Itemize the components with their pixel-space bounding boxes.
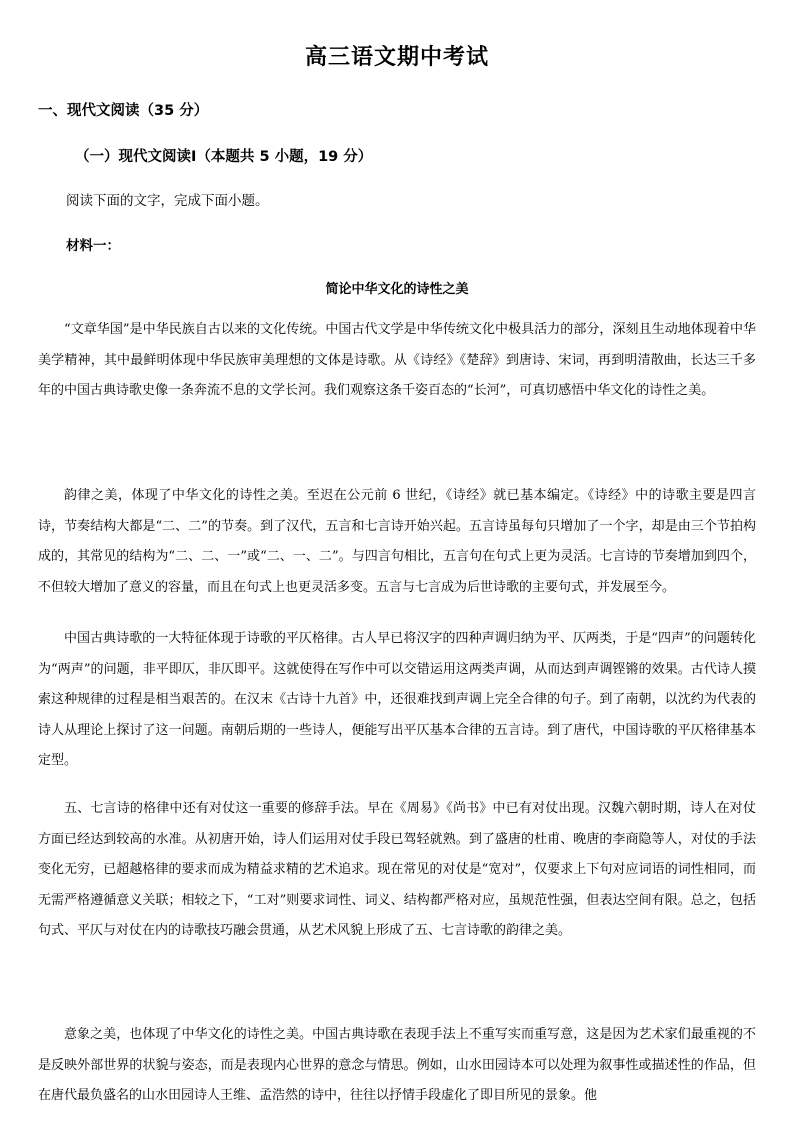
- exam-title: 高三语文期中考试: [304, 45, 489, 70]
- article-paragraph: “文章华国”是中华民族自古以来的文化传统。中国古代文学是中华传统文化中极具活力的部分，深刻且生动地体现着中华美学精神，其中最鲜明体现中华民族审美理想的文体是诗歌。从《诗经》《楚辞》到唐诗、宋词，再到明清散曲，长达三千多年的中国古典诗歌史像一条奔流不息的文学长河。我们观察这条千姿百态的“长河”，可真切感悟中华文化的诗性之美。: [38, 322, 756, 399]
- article-paragraph: 韵律之美，体现了中华文化的诗性之美。至迟在公元前 6 世纪，《诗经》就已基本编定。《诗经》中的诗歌主要是四言诗，节奏结构大都是“二、二”的节奏。到了汉代，五言和七言诗开始兴起。五言诗虽每句只增加了一个字，却是由三个节拍构成的，其常见的结构为“二、二、一”或“二、一、二”。与四言句相比，五言句在句式上更为灵活。七言诗的节奏增加到四个，不但较大增加了意义的容量，而且在句式上也更灵活多变。五言与七言成为后世诗歌的主要句式，并发展至今。: [38, 488, 756, 595]
- article-paragraph: 意象之美，也体现了中华文化的诗性之美。中国古典诗歌在表现手法上不重写实而重写意，这是因为艺术家们最重视的不是反映外部世界的状貌与姿态，而是表现内心世界的意念与情思。例如，山水田园诗本可以处理为叙事性或描述性的作品，但在唐代最负盛名的山水田园诗人王维、孟浩然的诗中，往往以抒情手段虚化了即目所见的景象。他: [38, 1027, 756, 1104]
- article-paragraph: 中国古典诗歌的一大特征体现于诗歌的平仄格律。古人早已将汉字的四种声调归纳为平、仄两类，于是“四声”的问题转化为“两声”的问题，非平即仄，非仄即平。这就使得在写作中可以交错运用这两类声调，从而达到声调铿锵的效果。古代诗人摸索这种规律的过程是相当艰苦的。在汉末《古诗十九首》中，还很难找到声调上完全合律的句子。到了南朝，以沈约为代表的诗人从理论上探讨了这一问题。南朝后期的一些诗人，便能写出平仄基本合律的五言诗。到了唐代，中国诗歌的平仄格律基本定型。: [38, 631, 756, 769]
- instruction-text: 阅读下面的文字，完成下面小题。: [66, 193, 269, 209]
- article-title: 简论中华文化的诗性之美: [325, 282, 469, 297]
- section-heading: 一、现代文阅读（35 分）: [38, 103, 209, 119]
- material-label: 材料一：: [66, 238, 120, 254]
- subsection-heading: （一）现代文阅读Ⅰ（本题共 5 小题，19 分）: [75, 149, 373, 165]
- article-paragraph: 五、七言诗的格律中还有对仗这一重要的修辞手法。早在《周易》《尚书》中已有对仗出现。汉魏六朝时期，诗人在对仗方面已经达到较高的水准。从初唐开始，诗人们运用对仗手段已驾轻就熟。到了盛唐的杜甫、晚唐的李商隐等人，对仗的手法变化无穷，已超越格律的要求而成为精益求精的艺术追求。现在常见的对仗是“宽对”，仅要求上下句对应词语的词性相同，而无需严格遵循意义关联；相较之下，“工对”则要求词性、词义、结构都严格对应，虽规范性强，但表达空间有限。总之，包括句式、平仄与对仗在内的诗歌技巧融会贯通，从艺术风貌上形成了五、七言诗歌的韵律之美。: [38, 801, 756, 939]
